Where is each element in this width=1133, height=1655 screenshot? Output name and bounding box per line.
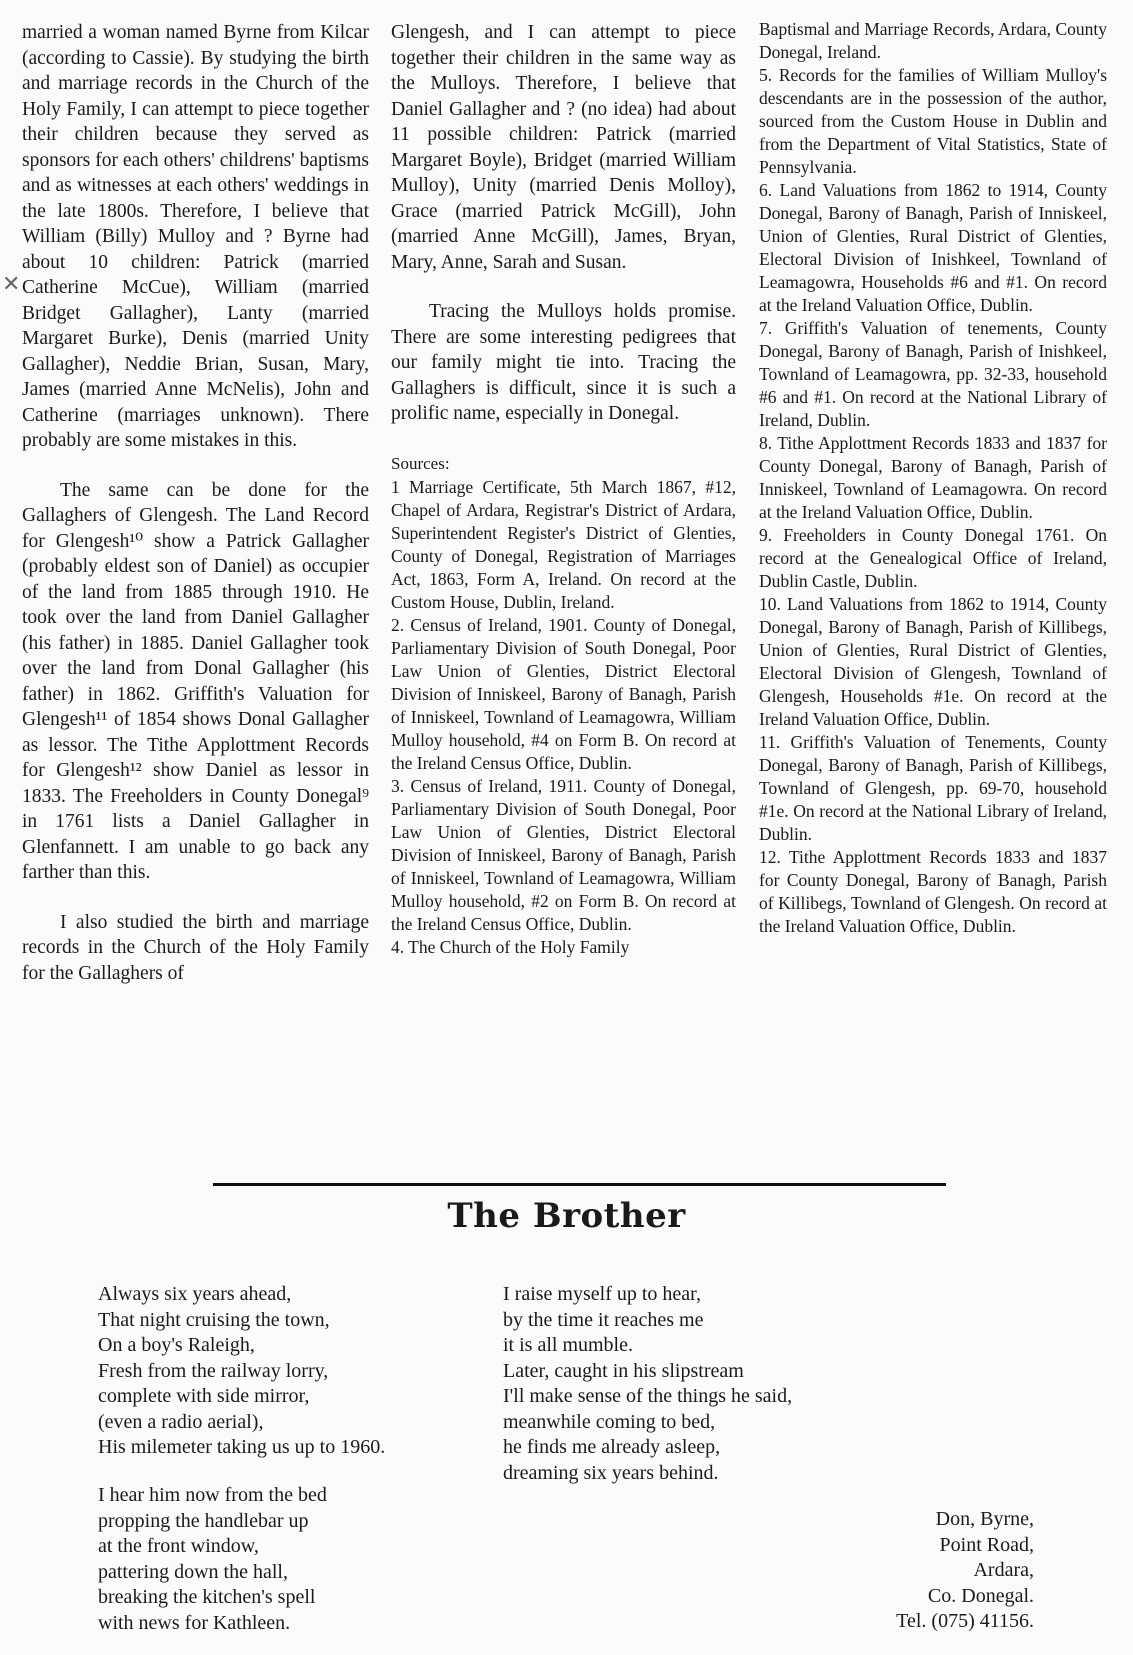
poem-line: by the time it reaches me <box>503 1308 704 1331</box>
poem-line: Later, caught in his slipstream <box>503 1359 744 1382</box>
sources-list <box>391 476 736 959</box>
address-line: Tel. (075) 41156. <box>896 1610 1034 1632</box>
handwritten-x-mark: ✕ <box>2 272 21 297</box>
address-line: Don, Byrne, <box>935 1508 1034 1530</box>
poem-line: I raise myself up to hear, <box>503 1283 702 1305</box>
sources-heading: Sources: <box>391 453 450 473</box>
article-paragraph: I also studied the birth and marriage records in the Church of the Holy Family for the Gallaghers of <box>22 911 369 984</box>
poem-stanza <box>503 1282 792 1486</box>
poem-line: it is all mumble. <box>503 1334 633 1356</box>
poem-line: (even a radio aerial), <box>98 1410 264 1433</box>
author-address <box>896 1507 1034 1635</box>
poem-line: breaking the kitchen's spell <box>98 1586 316 1608</box>
poem-line: His milemeter taking us up to 1960. <box>98 1436 386 1458</box>
poem-line: complete with side mirror, <box>98 1385 310 1407</box>
poem-line: That night cruising the town, <box>98 1308 330 1331</box>
source-entry: 12. Tithe Applottment Records 1833 and 1837 for County Donegal, Barony of Banagh, Parish of Killibegs, Townland of Glengesh. On record at the Ireland Valuation Office, Dublin. <box>759 847 1107 936</box>
poem-line: propping the handlebar up <box>98 1509 309 1532</box>
address-line: Co. Donegal. <box>927 1584 1034 1607</box>
poem-line: pattering down the hall, <box>98 1560 288 1583</box>
source-entry: 3. Census of Ireland, 1911. County of Donegal, Parliamentary Division of South Donegal, Poor Law Union of Glenties, District Electoral Division of Inniskeel, Barony of Banagh, Parish of Inniskeel, Townland of Leamagowra, William Mulloy household, #2 on Form B. On record at the Ireland Census Office, Dublin. <box>391 776 736 934</box>
source-entry: 2. Census of Ireland, 1901. County of Donegal, Parliamentary Division of South Donegal, Poor Law Union of Glenties, District Electoral Division of Inniskeel, Barony of Banagh, Parish of Inniskeel, Townland of Leamagowra, William Mulloy household, #4 on Form B. On record at the Ireland Census Office, Dublin. <box>391 615 736 773</box>
poem-line: at the front window, <box>98 1535 259 1557</box>
address-line: Ardara, <box>973 1559 1034 1581</box>
poem-line: meanwhile coming to bed, <box>503 1410 716 1433</box>
source-entry: 9. Freeholders in County Donegal 1761. On record at the Genealogical Office of Ireland, Dublin Castle, Dublin. <box>759 525 1107 591</box>
poem-stanza <box>98 1282 385 1461</box>
poem-line: Always six years ahead, <box>98 1283 292 1305</box>
section-divider <box>213 1183 946 1186</box>
article-paragraph: The same can be done for the Gallaghers of Glengesh. The Land Record for Glengesh¹⁰ show a Patrick Gallagher (probably eldest son of Daniel) as occupier of the land from 1885 through 1910. He took over the land from Daniel Gallagher (his father) in 1885. Daniel Gallagher took over the land from Donal Gallagher (his father) in 1862. Griffith's Valuation for Glengesh¹¹ of 1854 shows Donal Gallagher as lessor. The Tithe Applottment Records for Glengesh¹² show Daniel as lessor in 1833. The Freeholders in County Donegal⁹ in 1761 lists a Daniel Gallagher in Glenfannett. I am unable to go back any farther than this. <box>22 479 369 883</box>
address-line: Point Road, <box>939 1533 1034 1556</box>
source-entry: 10. Land Valuations from 1862 to 1914, County Donegal, Barony of Banagh, Parish of Killibegs, Union of Glenties, Rural District of Glenties, Electoral Division of Glengesh, Townland of Glengesh, Households #1e. On record at the Ireland Valuation Office, Dublin. <box>759 594 1107 729</box>
article-paragraph: married a woman named Byrne from Kilcar (according to Cassie). By studying the birth and marriage records in the Church of the Holy Family, I can attempt to piece together their children because they served as sponsors for each others' childrens' baptisms and as witnesses at each others' weddings in the late 1800s. Therefore, I believe that William (Billy) Mulloy and ? Byrne had about 10 children: Patrick (married Catherine McCue), William (married Bridget Gallagher), Lanty (married Margaret Burke), Denis (married Unity Gallagher), Neddie Brian, Susan, Mary, James (married Anne McNelis), John and Catherine (marriages unknown). There probably are some mistakes in this. <box>22 22 369 451</box>
poem-line: Fresh from the railway lorry, <box>98 1359 329 1382</box>
poem-line: I'll make sense of the things he said, <box>503 1385 793 1407</box>
poem-line: with news for Kathleen. <box>98 1611 291 1634</box>
source-entry: 11. Griffith's Valuation of Tenements, County Donegal, Barony of Banagh, Parish of Killibegs, Townland of Glengesh, pp. 69-70, household #1e. On record at the National Library of Ireland, Dublin. <box>759 732 1107 844</box>
poem-line: he finds me already asleep, <box>503 1436 721 1458</box>
poem-line: On a boy's Raleigh, <box>98 1334 255 1356</box>
poem-stanza <box>98 1483 327 1636</box>
article-column-1 <box>22 20 369 986</box>
source-entry: 6. Land Valuations from 1862 to 1914, County Donegal, Barony of Banagh, Parish of Inniskeel, Union of Glenties, Rural District of Glenties, Electoral Division of Inishkeel, Townland of Leamagowra, Households #6 and #1. On record at the Ireland Valuation Office, Dublin. <box>759 180 1107 315</box>
source-entry: 7. Griffith's Valuation of tenements, County Donegal, Barony of Banagh, Parish of Inishkeel, Townland of Leamagowra, pp. 32-33, household #6 and #1. On record at the National Library of Ireland, Dublin. <box>759 318 1107 430</box>
article-paragraph: Tracing the Mulloys holds promise. There are some interesting pedigrees that our family might tie into. Tracing the Gallaghers is difficult, since it is such a prolific name, especially in Donegal. <box>391 301 736 424</box>
source-entry: 1 Marriage Certificate, 5th March 1867, #12, Chapel of Ardara, Registrar's District of Ardara, Superintendent Register's District of Glenties, County of Donegal, Registration of Marriages Act, 1863, Form A, Ireland. On record at the Custom House, Dublin, Ireland. <box>391 477 736 612</box>
sources-list <box>759 18 1107 938</box>
source-entry: 8. Tithe Applottment Records 1833 and 1837 for County Donegal, Barony of Banagh, Parish of Inniskeel, Townland of Leamagowra. On record at the Ireland Valuation Office, Dublin. <box>759 433 1107 522</box>
poem-line: I hear him now from the bed <box>98 1484 327 1506</box>
article-paragraph: Glengesh, and I can attempt to piece together their children in the same way as the Mulloys. Therefore, I believe that Daniel Gallagher and ? (no idea) had about 11 possible children: Patrick (married Margaret Boyle), Bridget (married William Mulloy), Unity (married Denis Molloy), Grace (married Patrick McGill), John (married Anne McGill), James, Bryan, Mary, Anne, Sarah and Susan. <box>391 22 736 273</box>
source-entry: Baptismal and Marriage Records, Ardara, County Donegal, Ireland. <box>759 19 1107 62</box>
source-entry: 4. The Church of the Holy Family <box>391 937 630 957</box>
poem-title: The Brother <box>447 1196 686 1236</box>
article-column-2 <box>391 20 736 959</box>
source-entry: 5. Records for the families of William Mulloy's descendants are in the possession of the author, sourced from the Custom House in Dublin and from the Department of Vital Statistics, State of Pennsylvania. <box>759 65 1107 177</box>
article-column-3 <box>759 18 1107 938</box>
poem-line: dreaming six years behind. <box>503 1461 719 1484</box>
